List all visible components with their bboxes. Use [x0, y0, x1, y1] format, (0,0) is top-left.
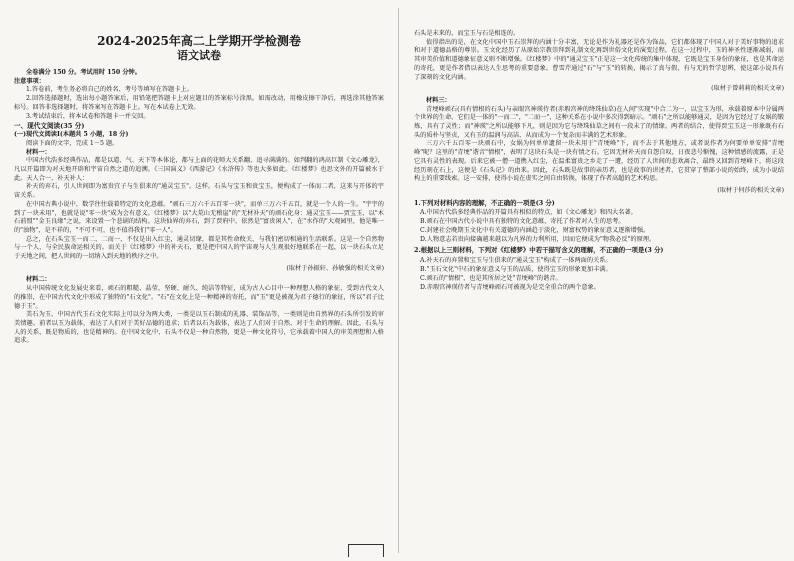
- reading-instruction: 阅读下面的文字，完成 1－5 题。: [26, 139, 119, 147]
- note-3: 3.考试结束后，将本试卷和答题卡一并交回。: [26, 112, 150, 120]
- column-divider: [398, 8, 399, 553]
- left-column: [14, 0, 384, 346]
- material1-source: (取材于孙振轩、孙敏强的相关文章): [286, 264, 384, 272]
- note-2: 2.回答选择题时，选出每小题答案后，用铅笔把答题卡上对应题目的答案标号涂黑。如需改动，用橡皮擦干净后，再选涂其他答案标号。回答非选择题时，将答案写在答题卡上。写在本试卷上无效。: [14, 95, 384, 111]
- material1-paragraph: 中国古代浩多经典作品，都是以道、气、天下等本体论，都与上面的花师大关系翻，追寻满满的。如判翻的鸿高巨制《文心雕龙》，凡以开篇即为对天地开辟和宇宙自然之道的追溯。《三国演义》《西游记》《水浒传》等也大多如此。《红楼梦》也思文外的开篇被水于此。天人合一，补天补人：: [14, 157, 384, 182]
- material3-label: 材料三：: [426, 96, 451, 104]
- note-1: 1.答卷前，考生务必将自己的姓名、考号等填写在答题卡上。: [26, 86, 193, 94]
- notes-title: 注意事项：: [14, 77, 45, 85]
- material1-label: 材料一：: [26, 148, 51, 156]
- exam-meta: 全卷满分 150 分。考试用时 150 分钟。: [26, 69, 141, 76]
- exam-title: 2024-2025年高二上学期开学检测卷: [97, 34, 301, 48]
- question-option: D.人物意志若贵向接确越来越以为凡界的力利所用，因而它便成为"物我必反"的原理。: [420, 236, 656, 244]
- material2-label: 材料二：: [26, 276, 51, 284]
- material2-continuation: 石头是未来的，而宝玉与石是相连的。: [414, 30, 520, 37]
- material1-paragraph: 补天的弃石，引人世间即为富贵宜子与生俱来的"通灵宝玉"。这样，石头与宝玉和贵宝玉，便构成了一体而二者，这来与开体的宇宙关系。: [14, 183, 384, 200]
- material1-paragraph: 总之，在石头宝玉一而二，二而一，不仅是出入红尘，通灵切缘，都是其性命攸关，与我们密切相通的生活联系。这是一个自然物与一个人、与全民族命运相关的。而关于《红楼梦》中的补天石，更是把中国人的宇宙观与人生观很好地联系在一起，以一块石头立足于天地之间，把人世间的一切纳入到天地的秩序之中。: [14, 235, 384, 261]
- question-option: C.封建社会晚期玉文化中有关道德的内涵趋于淡化，财富权势的象征意义逐渐增强。: [420, 227, 650, 235]
- question-option: C.顽石的"情根"，也是其所居之处"青埂峰"的谐音。: [420, 274, 562, 282]
- question-option: B."玉石文化"中石的象征意义与玉的品质，使得宝玉的形象更加丰满。: [420, 265, 612, 273]
- section-heading: 一、现代文阅读(35 分): [14, 122, 85, 131]
- material2-paragraph: 值得指出的是，在文化中国中玉石崇拜的内涵十分丰富，无论是作为礼器还是作为饰品，它们都体现了中国人对于美好事物的追求和对于道德品格的尊崇。玉文化经历了从原始宗教崇拜到礼制文化再到世俗文化的演变过程，在这一过程中，玉的神圣性逐渐减弱，而其审美价值和道德象征意义则不断增强。《红楼梦》中的"通灵宝玉"正是这一文化传统的集中体现，它既是宝玉身份的象征，也是其命运的寄托，更是作者借以表达人生思考的重要意象。曹雪芹通过"石"与"玉"的转换，揭示了真与假、有与无的哲学思辨，使这部小说具有了深刻的文化内涵。: [414, 38, 784, 81]
- material2-paragraph: 从中国传统文化发展史来看，顽石的粗糙、晶莹、坚硬、耐久、纯洁等特征，成为古人心目中一种理想人格的象征，受到古代文人的推崇，在中国古代文化中形成了独特的"石文化"。"石"在文化上是一种精神的寄托，而"玉"更是被视为君子德行的象征，所以"君子比德于玉"。: [14, 285, 384, 310]
- page-marker: [348, 544, 384, 557]
- question-option: D.赤瑕宫神瑛侍者与青埂峰顽石可被视为是完全重合的两个意象。: [420, 283, 600, 291]
- question-option: A.中国古代浩多经典作品的开篇具有相似的特点，如《文心雕龙》和四大名著。: [420, 209, 637, 217]
- question-option: A.补天石的弃置和宝玉与生俱来的"通灵宝玉"构成了一体两面的关系。: [420, 256, 612, 264]
- exam-subject: 语文试卷: [177, 49, 221, 62]
- question-stem: 1.下列对材料内容的理解，不正确的一项是(3 分): [414, 198, 555, 207]
- material2-paragraph: 美石为玉，中国古代玉石文化实际上可以分为两大类，一类是以玉石制成的礼器、装饰品等，一类则是由自然界的石头所引发的审美情趣。前者以玉为载体，表达了人们对于美好品德的追求；后者以石为载体，表达了人们对于自然、对于生命的理解。因此，石头与人的关系，既是物质的，也是精神的。在中国文化中，石头不仅是一种自然物，更是一种文化符号，它承载着中国人的审美理想和人格追求。: [14, 311, 384, 345]
- material1-paragraph: 在中国古典小说中，数学往往载着特定的文化意蕴。"顽石三万六千五百零一块"，而单三万六千五百，就是一个人的一生。"宇宇的到了一块未用"，也就是说"零一块"成为会有意义。《红楼梦》以"大荒山无稽崖"的"无材补天"的顽石化身：通灵宝玉——贾宝玉，以"木石前盟""金玉良缘"之说，来设置一个悲剧的结构。这块仙界的弃石，到了贾府中，依然是"富贵闲人"，在"水作的"大观园里，他是唯一的"浊物"，是不祥的，"不可不可，也不值得我们"零一人"。: [14, 200, 384, 234]
- material2-source: (取材于曾莉莉的相关文章): [711, 85, 784, 93]
- subsection-heading: (一)现代文阅读Ⅰ(本题共 5 小题，18 分): [14, 131, 129, 139]
- material3-source: (取材于何莎的相关文章): [717, 186, 784, 194]
- material3-paragraph: 三万六千五百零一块顽石中，女娲为何单单遗留一块未用于"青埂峰"下，而不去于其他地方，或者说作者为何要单单安排"青埂峰"呢？这里的"青埂"谐音"情根"，表明了这块石头是一块有情之石。它因无材补天而自怨自叹，日夜悲号惭愧，这种情感的流露，正是它具有灵性的表现。后来它被一僧一道携入红尘，在温柔富贵之乡走了一遭，经历了人世间的悲欢离合，最终又回到青埂峰下，将这段经历刻在石上，这便是《石头记》的由来。因此，石头既是故事的亲历者，也是故事的讲述者，它贯穿了整部小说的始终，成为小说结构上的重要线索。这一安排，使得小说在虚实之间自由转换，体现了作者高超的艺术构思。: [414, 140, 784, 183]
- question-stem: 2.根据以上三则材料，下列对《红楼梦》中若干描写含义的理解，不正确的一项是(3 分): [414, 246, 664, 255]
- right-column: [414, 0, 784, 292]
- question-option: B.顽石在中国古代小说中具有独特的文化意蕴，寄托了作者对人生的思考。: [420, 218, 625, 226]
- material3-paragraph: 青埂峰顽石(具有情根的石头)与亲眼宫神瑛侍者(赤瑕宫神的绛珠仙草)在人间"实现"中合二为一，以宝玉为形，承载着原本中分属两个世界的生命，它们是一体的"一而二"，"二而一"，这种关系在小说中多次得到暗示。"顽石"之所以能够通灵，是因为它经过了女娲的锻炼，具有了灵性；而"神瑛"之所以能够下凡，则是因为它与绛珠仙草之间有一段未了的情缘。两者的结合，使得贾宝玉这一形象既有石头的质朴与坚贞，又有玉的温润与高洁，从而成为一个复杂而丰满的艺术形象。: [414, 105, 784, 139]
